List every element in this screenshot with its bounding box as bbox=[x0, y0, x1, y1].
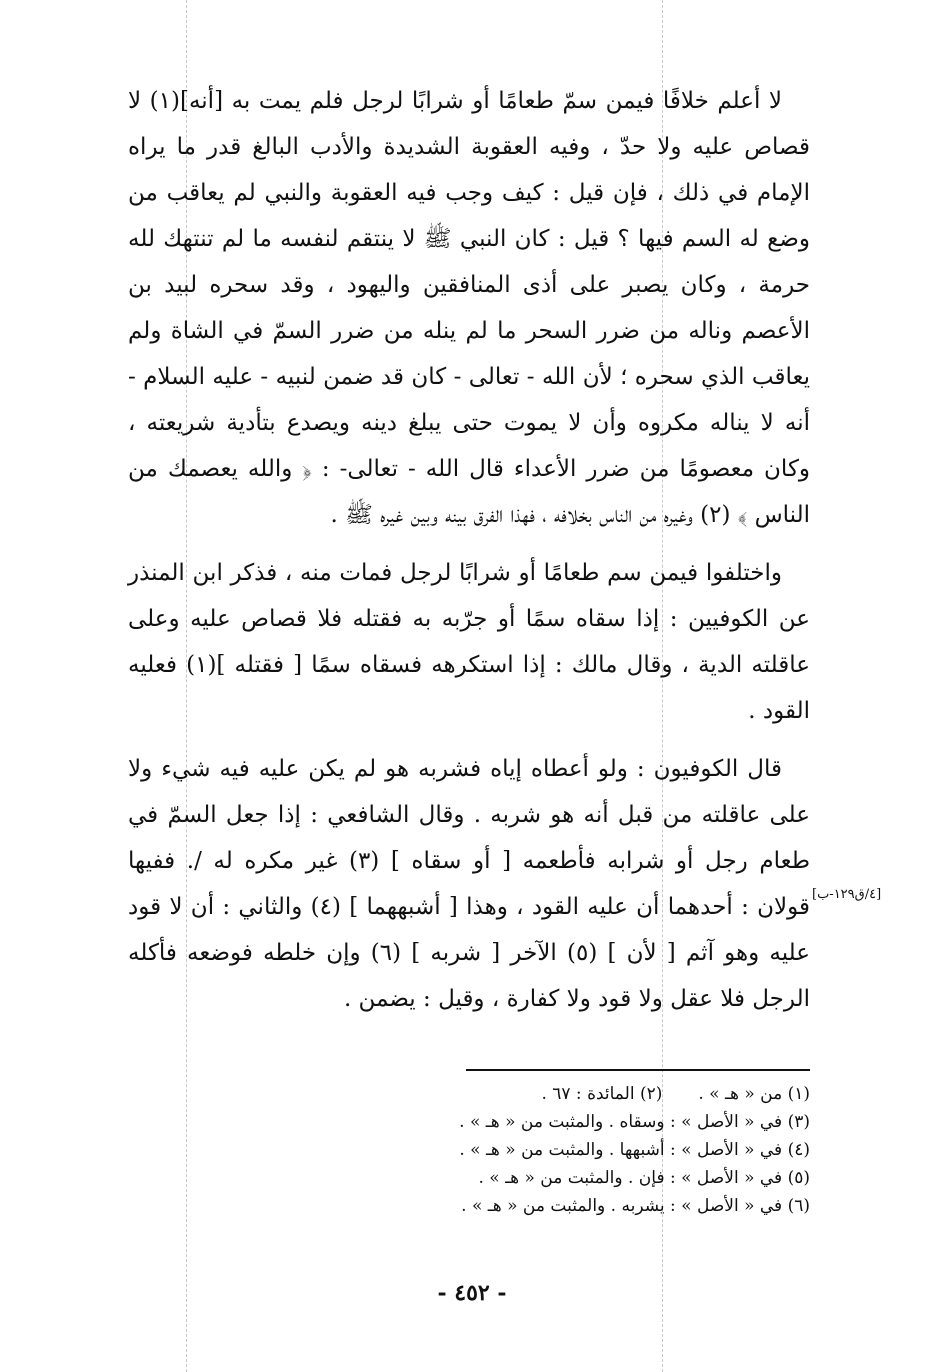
footnote-4: (٤) في « الأصل » : أشبهها . والمثبت من « هـ » . bbox=[459, 1140, 810, 1160]
text-line: يعاقب من وضع له السم فيها ؟ قيل : كان النبي ﷺ لا ينتقم لنفسه ما bbox=[128, 180, 810, 252]
text-line: وعلى عاقلته الدية ، وقال مالك : إذا استكرهه فسقاه سمًا [ فقتله ](١) bbox=[128, 606, 811, 678]
text-line: المنذر عن الكوفيين : إذا سقاه سمًا أو جرّبه به فقتله فلا قصاص عليه bbox=[128, 560, 811, 632]
text-line: فعليه القود . bbox=[128, 652, 810, 724]
text-line: دينه ويصدع بتأدية شريعته ، وكان معصومًا من ضرر الأعداء قال الله - bbox=[128, 410, 810, 482]
text-line: قال الكوفيون : ولو أعطاه إياه فشربه هو لم يكن عليه فيه شيء bbox=[161, 756, 782, 782]
text-line: واختلفوا فيمن سم طعامًا أو شرابًا لرجل فمات منه ، فذكر ابن bbox=[192, 560, 782, 586]
text-line: تعالى- : ﴿ والله يعصمك من الناس ﴾ (٢) وغيره من الناس بخلافه ، bbox=[128, 456, 810, 528]
footnote-5: (٥) في « الأصل » : فإن . والمثبت من « هـ » . bbox=[478, 1168, 810, 1188]
text-line: قولان : أحدهما أن عليه القود ، وهذا [ أشبههما ] (٤) والثاني : أن bbox=[190, 894, 810, 920]
footnote-2: (٢) المائدة : ٦٧ . bbox=[541, 1084, 663, 1104]
footnotes bbox=[300, 1080, 810, 1220]
paragraph-2 bbox=[128, 550, 810, 734]
text-line: يراه الإمام في ذلك ، فإن قيل : كيف وجب فيه العقوبة والنبي لم bbox=[128, 134, 811, 206]
footnote-6: (٦) في « الأصل » : يشربه . والمثبت من « هـ » . bbox=[461, 1196, 810, 1216]
text-line: السمّ في الشاة ولم يعاقب الذي سحره ؛ لأن الله - تعالى - كان قد bbox=[128, 318, 810, 390]
manuscript-folio-marker: [٤/ق١٢٩-ب] bbox=[812, 887, 882, 902]
footnote-1: (١) من « هـ » . bbox=[698, 1084, 810, 1104]
text-line: سحره لبيد بن الأعصم وناله من ضرر السحر ما لم ينله من ضرر bbox=[128, 272, 810, 344]
text-line: فوضعه فأكله الرجل فلا عقل ولا قود ولا كفارة ، وقيل : يضمن . bbox=[128, 940, 810, 1012]
text-line: ولا على عاقلته من قبل أنه هو شربه . وقال الشافعي : إذا جعل السمّ bbox=[128, 756, 810, 828]
text-line: ضمن لنبيه - عليه السلام - أنه لا يناله مكروه وأن لا يموت حتى يبلغ bbox=[128, 364, 811, 436]
main-text bbox=[128, 78, 810, 1022]
text-line: لا أعلم خلافًا فيمن سمّ طعامًا أو شرابًا لرجل فلم يمت به [أنه](١) bbox=[149, 88, 783, 114]
text-line: لم تنتهك لله حرمة ، وكان يصبر على أذى المنافقين واليهود ، وقد bbox=[128, 226, 810, 298]
footnote-divider bbox=[466, 1069, 810, 1071]
footnote-line bbox=[300, 1080, 810, 1108]
footnote-3: (٣) في « الأصل » : وسقاه . والمثبت من « هـ » . bbox=[459, 1112, 810, 1132]
text-line: لا قصاص عليه ولا حدّ ، وفيه العقوبة الشديدة والأدب البالغ قدر ما bbox=[128, 88, 810, 160]
page-number: - ٤٥٢ - bbox=[437, 1280, 507, 1306]
text-line: في طعام رجل أو شرابه فأطعمه [ أو سقاه ] (٣) غير مكره له /. ففيها bbox=[128, 802, 811, 874]
paragraph-1 bbox=[128, 78, 810, 538]
paragraph-3 bbox=[128, 746, 810, 1022]
text-line: فهذا الفرق بينه وبين غيره ﷺ . bbox=[330, 502, 535, 528]
text-line: لا قود عليه وهو آثم [ لأن ] (٥) الآخر [ شربه ] (٦) وإن خلطه bbox=[128, 894, 811, 966]
